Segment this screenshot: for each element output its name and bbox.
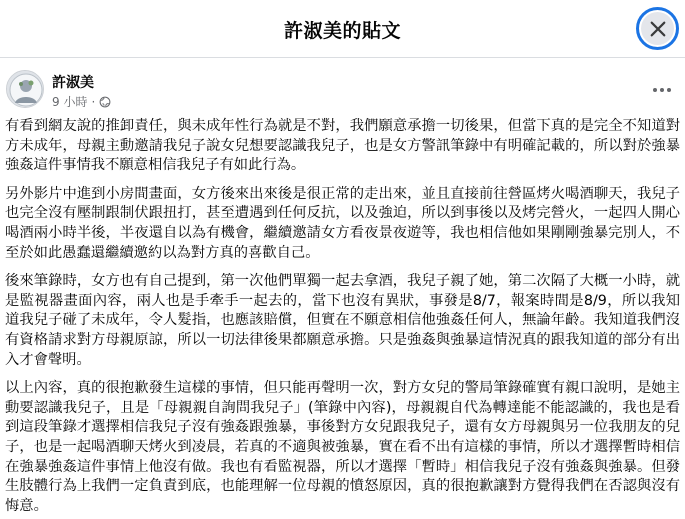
avatar[interactable]: [6, 70, 44, 108]
post-paragraph: 有看到網友說的推卸責任，與未成年性行為就是不對，我們願意承擔一切後果，但當下真的是完全不知道對方未成年，母親主動邀請我兒子說女兒想要認識我兒子，也是女方警訊筆錄中有明確記載的，所以對於強暴強姦這件事情我不願意相信我兒子有如此行為。: [5, 118, 680, 174]
close-button[interactable]: [636, 7, 679, 50]
post-time[interactable]: 9 小時: [52, 95, 88, 109]
globe-icon: [99, 96, 111, 108]
author-name[interactable]: 許淑美: [52, 75, 94, 91]
dialog-title: 許淑美的貼文: [283, 20, 401, 42]
meta-separator: ·: [91, 94, 96, 109]
more-options-button[interactable]: [648, 76, 676, 104]
more-horizontal-icon: [652, 87, 672, 93]
post-meta: [52, 93, 111, 110]
close-icon: [649, 20, 667, 38]
post-paragraph: 以上內容，真的很抱歉發生這樣的事情，但只能再聲明一次，對方女兒的警局筆錄確實有親口說明，是她主動要認識我兒子，且是「母親親自詢問我兒子」(筆錄中內容)，母親親自代為轉達能不能認識的，我也是看到這段筆錄才選擇相信我兒子沒有強姦跟強暴，事後對方女兒跟我兒子，還有女方母親與另一位我朋友的兒子，也是一起喝酒聊天烤火到凌晨，若真的不適與被強暴，實在看不出有這樣的事情，所以才選擇暫時相信在強暴強姦這件事情上他沒有做。我也有看監視器，所以才選擇「暫時」相信我兒子沒有強姦與強暴。但發生肢體行為上我們一定負責到底，也能理解一位母親的憤怒原因，真的很抱歉讓對方覺得我們在否認與沒有悔意。: [5, 380, 680, 514]
post-header: [0, 68, 685, 116]
post-paragraph: 後來筆錄時，女方也有自己提到，第一次他們單獨一起去拿酒，我兒子親了她，第二次隔了大概一小時，就是監視器畫面內容，兩人也是手牽手一起去的，當下也沒有異狀，事發是8/7，報案時間是8/9，所以我知道我兒子碰了未成年，令人髮指，也應該賠償，但實在不願意相信他強姦任何人，無論年齡。我知道我們沒有資格請求對方母親原諒，所以一切法律後果都願意承擔。只是強姦與強暴這情況真的跟我知道的部分有出入才會聲明。: [5, 273, 680, 368]
post-body: [5, 117, 680, 519]
post-dialog-header: [0, 0, 685, 58]
post-paragraph: 另外影片中進到小房間畫面，女方後來出來後是很正常的走出來，並且直接前往營區烤火喝酒聊天，我兒子也完全沒有壓制跟制伏跟扭打，甚至遭遇到任何反抗，以及強迫，所以到事後以及烤完營火，一起四人開心喝酒兩小時半後，半夜還自以為有機會，繼續邀請女方看夜景夜遊等，我也相信他如果剛剛強暴完別人，不至於如此愚蠢還繼續邀約以為對方真的喜歡自己。: [5, 185, 680, 261]
